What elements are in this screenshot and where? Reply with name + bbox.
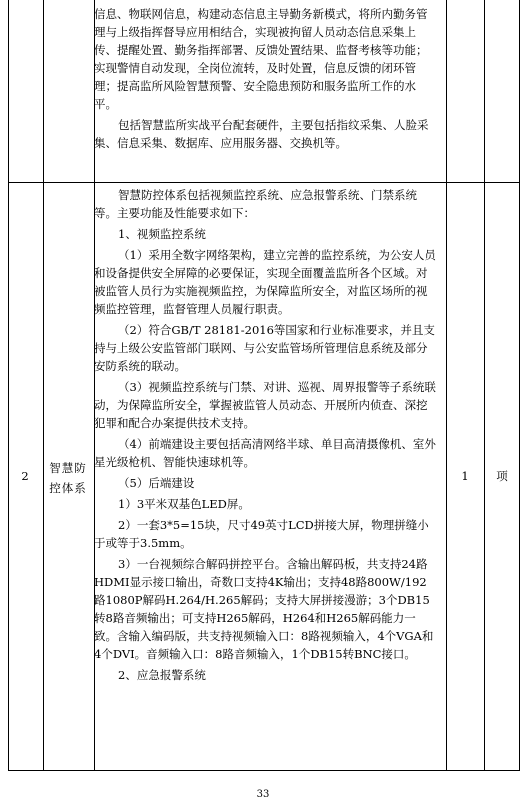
item-quantity: 1	[461, 469, 469, 483]
row1-content	[94, 5, 437, 152]
row2-paragraph: 智慧防控体系包括视频监控系统、应急报警系统、门禁系统等。主要功能及性能要求如下：	[94, 188, 417, 220]
row1-paragraph: 信息、物联网信息，构建动态信息主导勤务新模式，将所内勤务管理与上级指挥督导应用相结合，实现被拘留人员动态信息采集上传、提醒处置、勤务指挥部署、反馈处置结果、监督考核等功能；实现警情自动发现，全岗位流转，及时处置，信息反馈的闭环管理；提高监所风险智慧预警、安全隐患预防和服务监所工作的水平。	[94, 7, 428, 111]
item-name: 智慧防控体系	[49, 461, 87, 495]
row2-paragraph: （4）前端建设主要包括高清网络半球、单目高清摄像机、室外星光级枪机、智能快速球机等。	[94, 437, 436, 469]
row-divider	[9, 182, 519, 183]
column-divider	[43, 0, 44, 770]
row2-heading: （5）后端建设	[118, 476, 195, 490]
row-number: 2	[21, 469, 29, 483]
column-divider	[484, 0, 485, 770]
page-number: 33	[256, 789, 270, 800]
column-divider	[446, 0, 447, 770]
row2-paragraph: 1）3平米双基色LED屏。	[118, 497, 250, 511]
row1-paragraph: 包括智慧监所实战平台配套硬件，主要包括指纹采集、人脸采集、信息采集、数据库、应用服务器、交换机等。	[94, 118, 429, 150]
row2-content	[94, 186, 437, 684]
row2-heading: 1、视频监控系统	[118, 227, 206, 241]
row2-paragraph: 2）一套3*5=15块，尺寸49英寸LCD拼接大屏，物理拼缝小于或等于3.5mm。	[94, 518, 429, 550]
row2-paragraph: （2）符合GB/T 28181-2016等国家和行业标准要求，并且支持与上级公安监管部门联网、与公安监管场所管理信息系统及部分安防系统的联动。	[94, 323, 435, 373]
row2-paragraph: 3）一台视频综合解码拼控平台。含输出解码板，共支持24路HDMI显示接口输出，奇数口支持4K输出；支持48路800W/192路1080P解码H.264/H.265解码；支持大屏拼接漫游；3个DB15转8路音频输出；可支持H265解码，H264和H265解码能力一致。含输入编码版，共支持视频输入口：8路视频输入，4个VGA和4个DVI。音频输入口：8路音频输入，1个DB15转BNC接口。	[94, 557, 434, 661]
row2-heading: 2、应急报警系统	[118, 668, 206, 682]
item-unit: 项	[496, 469, 508, 483]
row2-paragraph: （1）采用全数字网络架构，建立完善的监控系统，为公安人员和设备提供安全屏障的必要保证，实现全面覆盖监所各个区域。对被监管人员行为实施视频监控，为保障监所安全，对监区场所的视频监控管理，监督管理人员履行职责。	[94, 248, 436, 316]
row2-paragraph: （3）视频监控系统与门禁、对讲、巡视、周界报警等子系统联动，为保障监所安全，掌握被监管人员动态、开展所内侦查、深挖犯罪和配合办案提供技术支持。	[94, 380, 436, 430]
